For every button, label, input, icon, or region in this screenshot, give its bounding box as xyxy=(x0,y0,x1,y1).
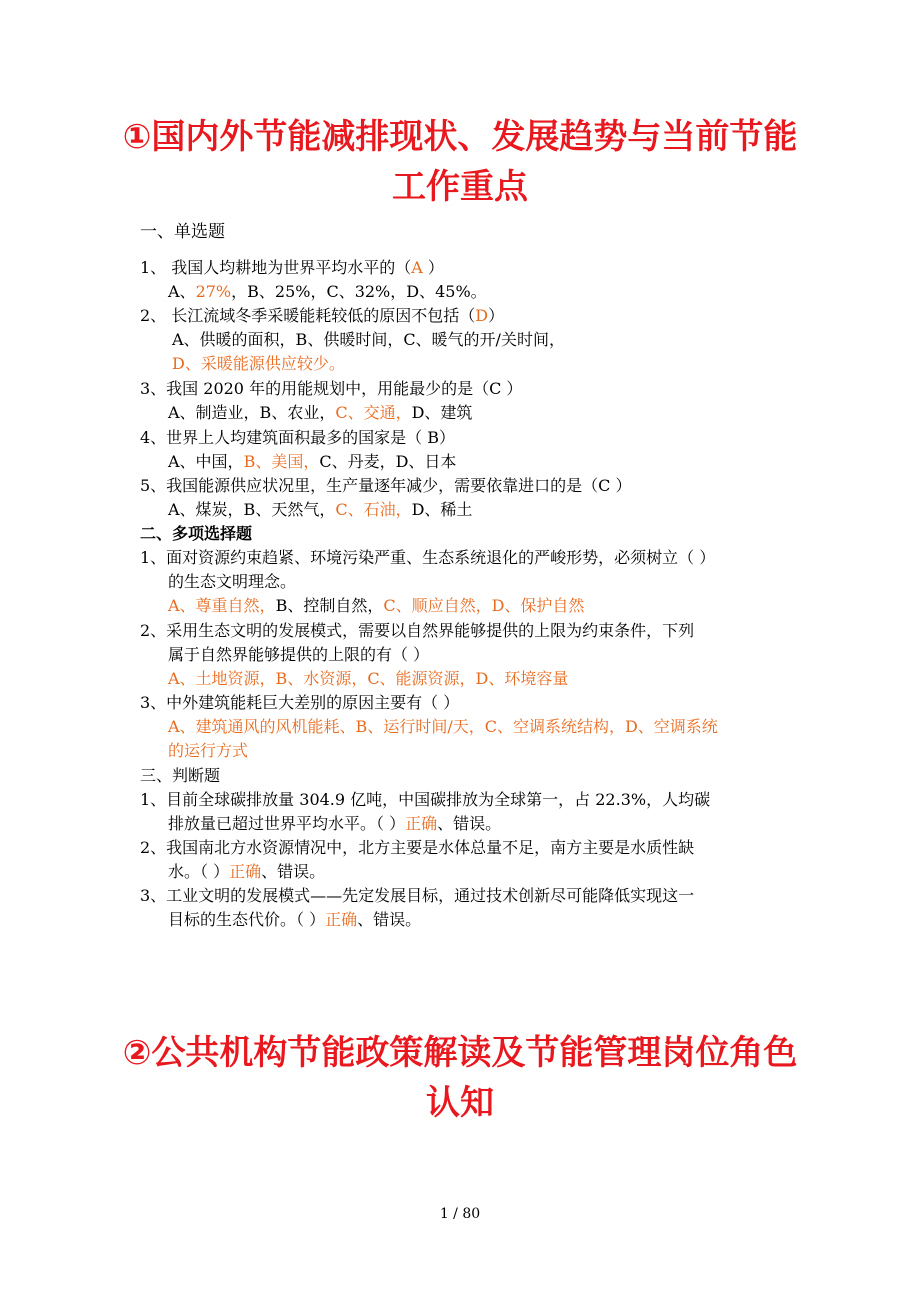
correct-option: C、交通， xyxy=(335,403,412,422)
multi-q3-options-line2: 的运行方式 xyxy=(168,741,249,760)
options-text: B、控制自然， xyxy=(275,596,384,615)
question-text: 水。（ ） xyxy=(168,862,230,881)
multi-q2-line1: 2、采用生态文明的发展模式，需要以自然界能够提供的上限为约束条件，下列 xyxy=(140,621,695,640)
judge-q3-line2 xyxy=(168,908,421,932)
correct-option: A、尊重自然， xyxy=(168,596,276,615)
multi-q2-line2: 属于自然界能够提供的上限的有（ ） xyxy=(168,645,430,664)
answer-mark: D xyxy=(475,306,489,325)
options-text: D、建筑 xyxy=(411,403,473,422)
single-q2 xyxy=(140,304,504,328)
single-q3: 3、我国 2020 年的用能规划中，用能最少的是（C ） xyxy=(140,379,523,398)
single-q1 xyxy=(140,256,444,280)
single-q3-options xyxy=(168,401,472,425)
judge-q3-line1: 3、工业文明的发展模式——先定发展目标，通过技术创新尽可能降低实现这一 xyxy=(140,886,695,905)
correct-answer: 正确 xyxy=(325,910,358,929)
options-text: A、中国， xyxy=(168,452,244,471)
single-q1-options xyxy=(168,280,487,304)
multi-q2-options: A、土地资源，B、水资源，C、能源资源，D、环境容量 xyxy=(168,669,569,688)
correct-answer: 正确 xyxy=(405,814,438,833)
option-label: A、 xyxy=(168,282,196,301)
correct-option: C、顺应自然，D、保护自然 xyxy=(383,596,585,615)
page-number: 1 / 80 xyxy=(439,1206,481,1222)
single-q4-options xyxy=(168,450,456,474)
options-text: ，B、25%，C、32%，D、45%。 xyxy=(231,282,487,301)
multi-q3-line1: 3、中外建筑能耗巨大差别的原因主要有（ ） xyxy=(140,693,460,712)
correct-option: C、石油， xyxy=(335,500,412,519)
judge-q2-line1: 2、我国南北方水资源情况中，北方主要是水体总量不足，南方主要是水质性缺 xyxy=(140,838,695,857)
wrong-answer: 、错误。 xyxy=(437,814,502,833)
question-text: 1、 我国人均耕地为世界平均水平的（ xyxy=(140,258,412,277)
correct-answer: 正确 xyxy=(229,862,262,881)
multi-q1-options xyxy=(168,594,584,618)
multi-choice-header: 二、多项选择题 xyxy=(140,524,253,543)
options-text: D、稀土 xyxy=(411,500,473,519)
section-title-1: ①国内外节能减排现状、发展趋势与当前节能工作重点 xyxy=(122,117,798,207)
section-title-2: ②公共机构节能政策解读及节能管理岗位角色认知 xyxy=(122,1033,798,1123)
single-q5: 5、我国能源供应状况里，生产量逐年减少，需要依靠进口的是（C ） xyxy=(140,476,632,495)
question-text: 2、 长江流域冬季采暖能耗较低的原因不包括（ xyxy=(140,306,476,325)
single-choice-header: 一、单选题 xyxy=(140,222,225,242)
true-false-header: 三、判断题 xyxy=(140,766,221,785)
answer-mark: A xyxy=(411,258,423,277)
judge-q1-line2 xyxy=(168,812,501,836)
options-text: A、制造业，B、农业， xyxy=(168,403,336,422)
options-text: C、丹麦，D、日本 xyxy=(319,452,457,471)
correct-option: 27% xyxy=(195,282,232,301)
question-text: 排放量已超过世界平均水平。（ ） xyxy=(168,814,406,833)
question-text: 目标的生态代价。（ ） xyxy=(168,910,326,929)
judge-q1-line1: 1、目前全球碳排放量 304.9 亿吨，中国碳排放为全球第一，占 22.3%，人均碳 xyxy=(140,790,711,809)
judge-q2-line2 xyxy=(168,860,325,884)
correct-option: B、美国， xyxy=(243,452,320,471)
question-close: ） xyxy=(422,258,444,277)
multi-q1-line1: 1、面对资源约束趋紧、环境污染严重、生态系统退化的严峻形势，必须树立（ ） xyxy=(140,548,716,567)
single-q5-options xyxy=(168,498,472,522)
question-close: ） xyxy=(488,306,505,325)
single-q2-options: A、供暖的面积，B、供暖时间，C、暖气的开/关时间， xyxy=(172,330,565,349)
multi-q1-line2: 的生态文明理念。 xyxy=(168,572,297,591)
wrong-answer: 、错误。 xyxy=(357,910,422,929)
wrong-answer: 、错误。 xyxy=(261,862,326,881)
single-q4: 4、世界上人均建筑面积最多的国家是（ B） xyxy=(140,428,456,447)
multi-q3-options-line1: A、建筑通风的风机能耗、B、运行时间/天，C、空调系统结构，D、空调系统 xyxy=(168,717,718,736)
options-text: A、煤炭，B、天然气， xyxy=(168,500,336,519)
single-q2-correct-option: D、采暖能源供应较少。 xyxy=(172,354,345,373)
